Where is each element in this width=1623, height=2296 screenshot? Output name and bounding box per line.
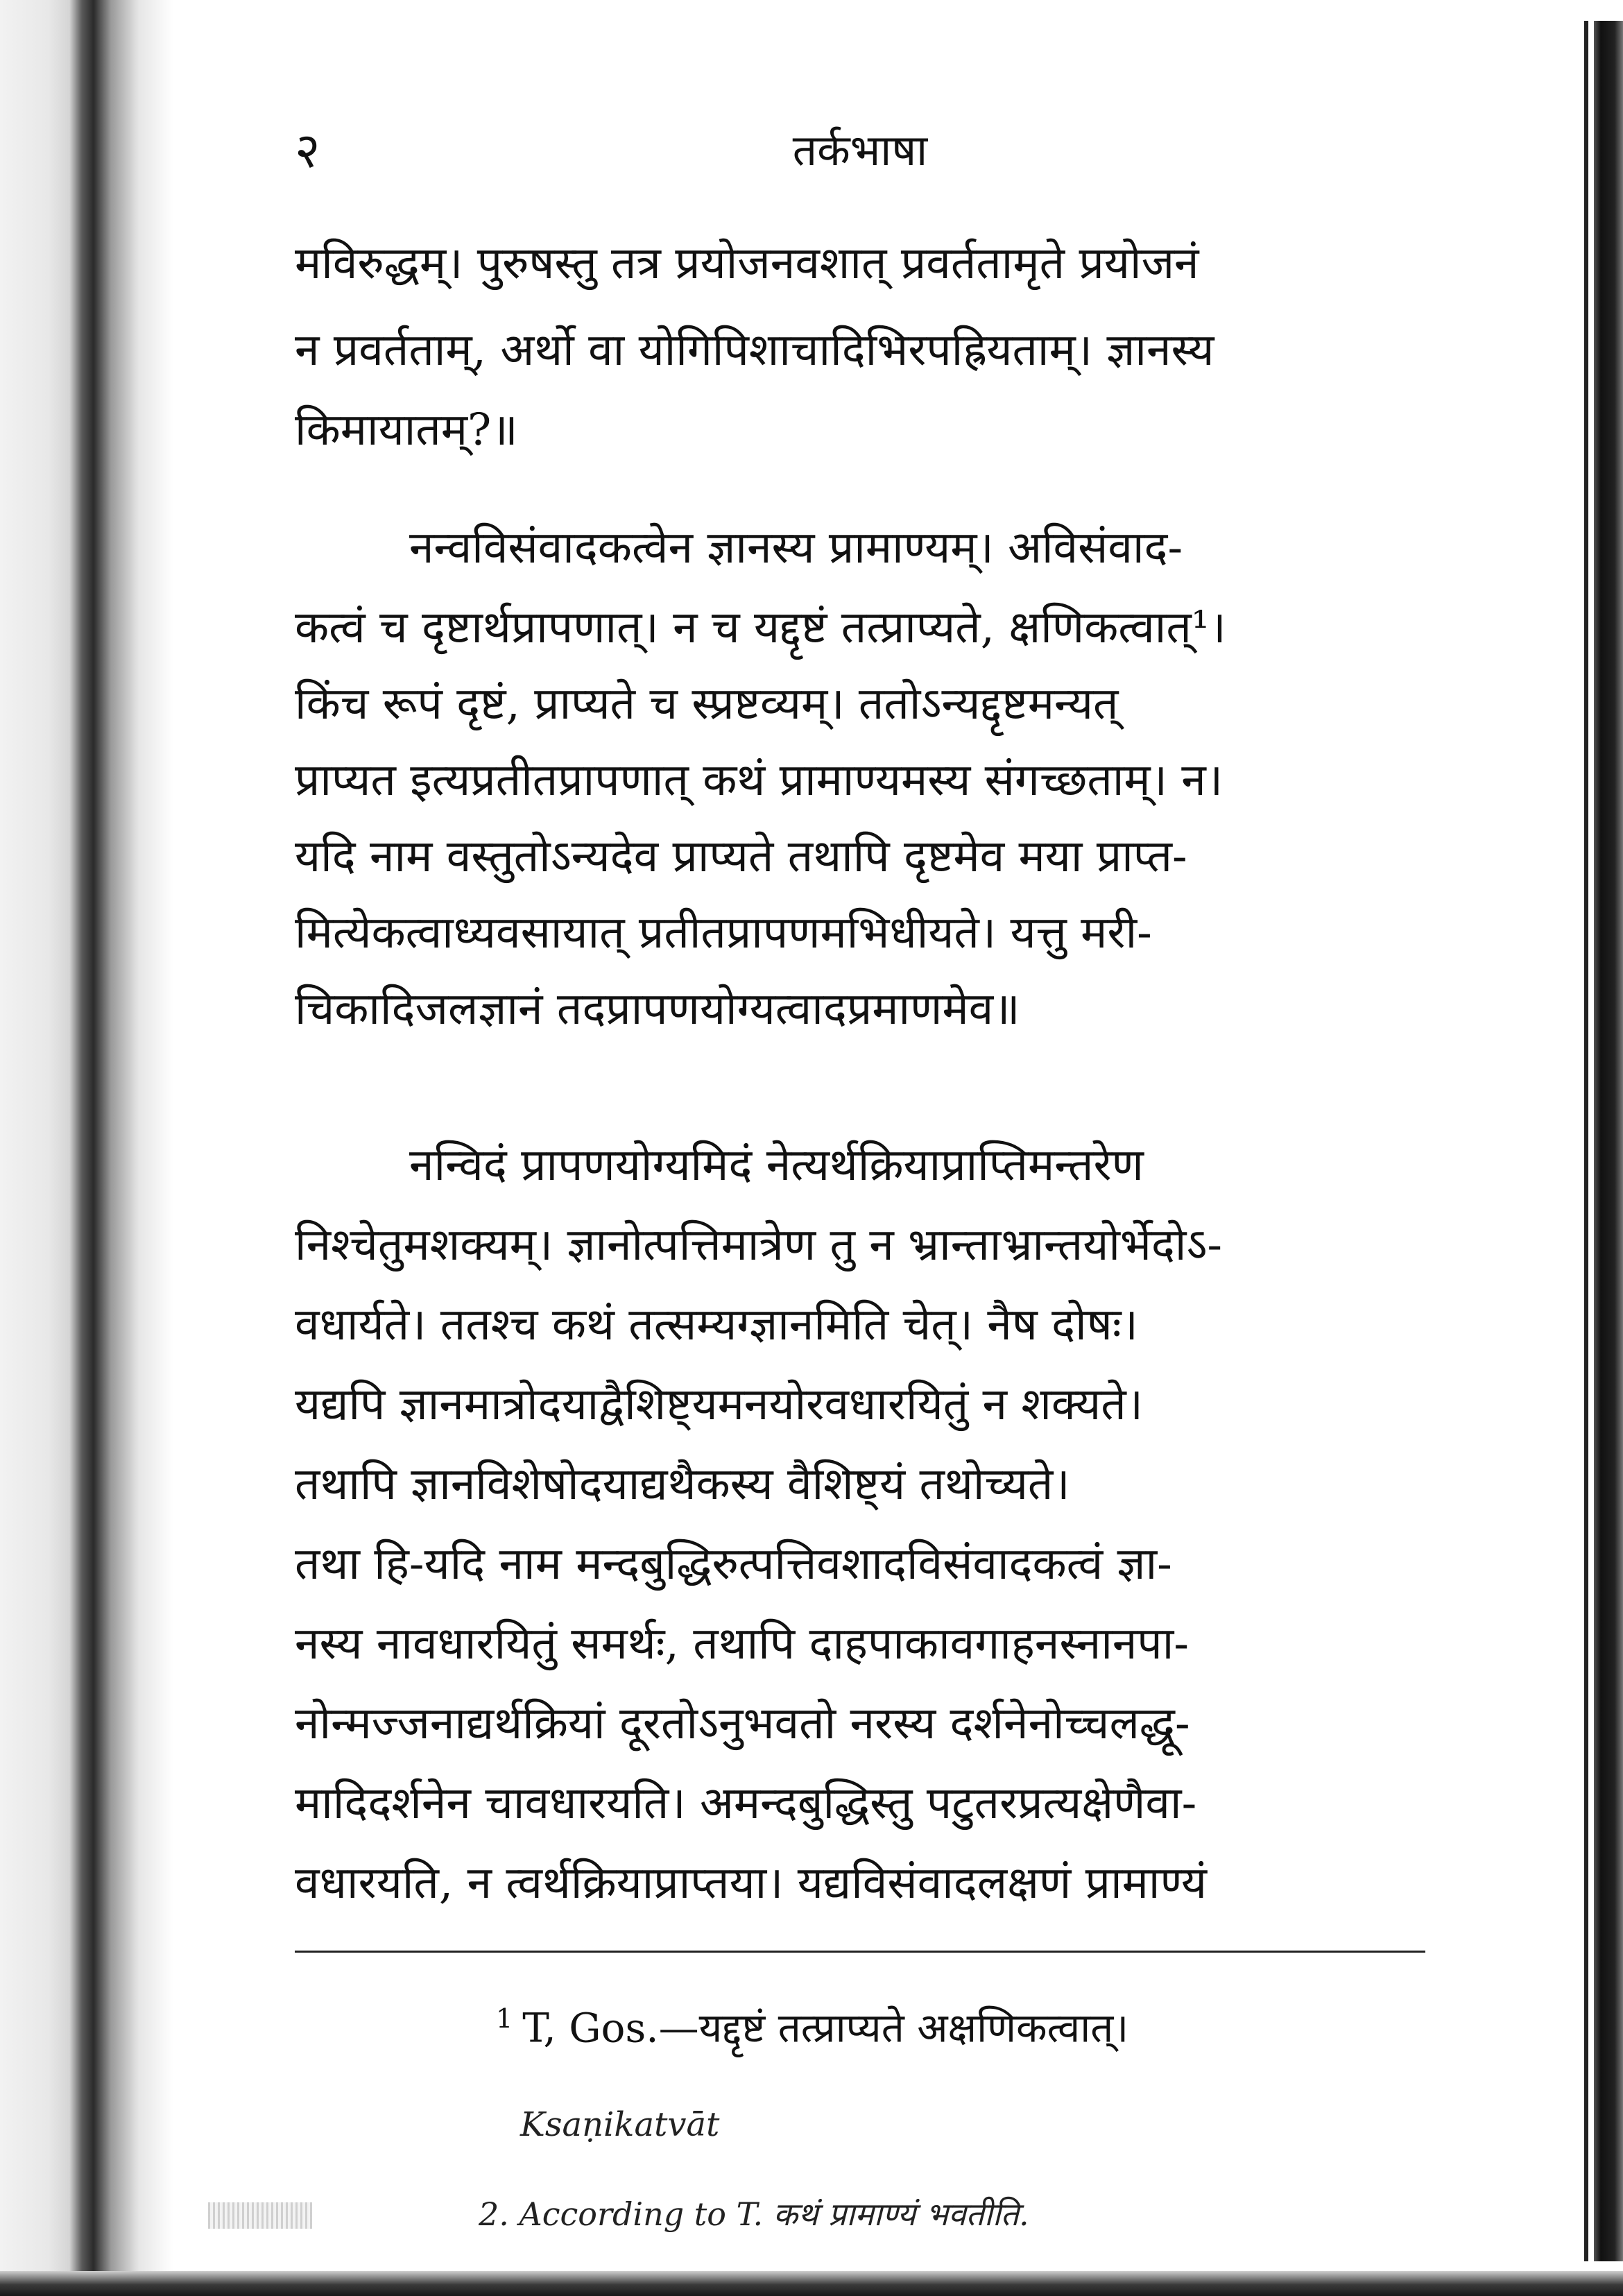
handwritten-note: 2. According to T. कथं प्रामाण्यं भवतीति.	[479, 2195, 1029, 2233]
scan-smudge	[208, 2202, 312, 2229]
body-line: तथापि ज्ञानविशेषोदयाद्यथैकस्य वैशिष्ट्यं तथोच्यते।	[295, 1459, 1070, 1510]
margin-rule-right	[1584, 21, 1588, 2261]
body-line: यदि नाम वस्तुतोऽन्यदेव प्राप्यते तथापि दृष्टमेव मया प्राप्त-	[295, 831, 1187, 882]
body-line: यद्यपि ज्ञानमात्रोदयाद्वैशिष्ट्यमनयोरवधारयितुं न शक्यते।	[295, 1379, 1144, 1430]
footnote	[496, 1984, 1425, 2062]
footnote-text: T, Gos.—यद्दृष्टं तत्प्राप्यते अक्षणिकत्वात्।	[522, 2004, 1129, 2052]
running-title: तर्कभाषा	[792, 125, 928, 175]
binding-shadow-left	[0, 0, 173, 2296]
body-line: मविरुद्धम्। पुरुषस्तु तत्र प्रयोजनवशात् प्रवर्ततामृते प्रयोजनं	[295, 238, 1199, 289]
paragraph-first-line: नन्विदं प्रापणयोग्यमिदं नेत्यर्थक्रियाप्राप्तिमन्तरेण	[409, 1140, 1144, 1191]
body-line: नस्य नावधारयितुं समर्थः, तथापि दाहपाकावगाहनस्नानपा-	[295, 1618, 1189, 1670]
scan-edge-bottom	[0, 2271, 1623, 2296]
body-line: प्राप्यत इत्यप्रतीतप्रापणात् कथं प्रामाण्यमस्य संगच्छताम्। न।	[295, 755, 1223, 806]
paragraph-first-line: नन्वविसंवादकत्वेन ज्ञानस्य प्रामाण्यम्। अविसंवाद-	[409, 522, 1183, 574]
handwritten-note: Ksaṇikatvāt	[520, 2105, 720, 2144]
body-line: किंच रूपं दृष्टं, प्राप्यते च स्प्रष्टव्यम्। ततोऽन्यद्दृष्टमन्यत्	[295, 678, 1119, 730]
body-line: किमायातम्?॥	[295, 404, 518, 456]
body-line: वधारयति, न त्वर्थक्रियाप्राप्तया। यद्यविसंवादलक्षणं प्रामाण्यं	[295, 1858, 1208, 1909]
body-line: कत्वं च दृष्टार्थप्रापणात्। न च यद्दृष्टं तत्प्राप्यते, क्षणिकत्वात्¹।	[295, 602, 1226, 653]
body-line: निश्चेतुमशक्यम्। ज्ञानोत्पत्तिमात्रेण तु न भ्रान्ताभ्रान्तयोर्भेदोऽ-	[295, 1219, 1222, 1271]
body-line: चिकादिजलज्ञानं तदप्रापणयोग्यत्वादप्रमाणमेव॥	[295, 984, 1020, 1035]
body-line: नोन्मज्जनाद्यर्थक्रियां दूरतोऽनुभवतो नरस्य दर्शनेनोच्चलद्धू-	[295, 1698, 1190, 1749]
footnote-rule	[295, 1951, 1425, 1953]
body-line: मित्येकत्वाध्यवसायात् प्रतीतप्रापणमभिधीयते। यत्तु मरी-	[295, 907, 1152, 959]
body-line: तथा हि-यदि नाम मन्दबुद्धिरुत्पत्तिवशादविसंवादकत्वं ज्ञा-	[295, 1539, 1172, 1590]
page-number: २	[295, 122, 320, 179]
binding-edge-right	[1594, 21, 1623, 2261]
footnote-marker: 1	[496, 2003, 513, 2034]
body-line: मादिदर्शनेन चावधारयति। अमन्दबुद्धिस्तु पटुतरप्रत्यक्षेणैवा-	[295, 1778, 1197, 1829]
body-line: वधार्यते। ततश्च कथं तत्सम्यग्ज्ञानमिति चेत्। नैष दोषः।	[295, 1299, 1138, 1351]
body-line: न प्रवर्तताम्, अर्थो वा योगिपिशाचादिभिरपह्रियताम्। ज्ञानस्य	[295, 325, 1214, 376]
